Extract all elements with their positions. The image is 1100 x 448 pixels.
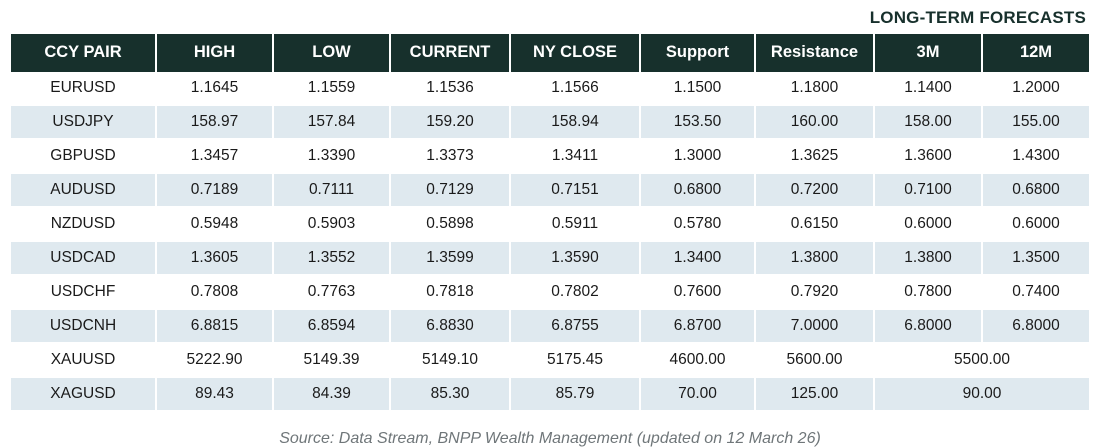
cell-resistance: 7.0000 [755,309,874,343]
cell-resistance: 1.1800 [755,72,874,105]
cell-current: 5149.10 [390,343,510,377]
table-row [11,275,1089,309]
cell-low: 84.39 [273,377,390,411]
cell-support: 4600.00 [640,343,755,377]
cell-current: 159.20 [390,105,510,139]
cell-low: 6.8594 [273,309,390,343]
cell-ccy-pair: XAGUSD [11,377,156,411]
cell-high: 1.3457 [156,139,273,173]
cell-current: 6.8830 [390,309,510,343]
cell-ny-close: 0.7151 [510,173,640,207]
cell-support: 6.8700 [640,309,755,343]
cell-high: 5222.90 [156,343,273,377]
cell-3m: 158.00 [874,105,982,139]
column-header-high: HIGH [156,34,273,72]
cell-high: 0.7189 [156,173,273,207]
cell-3m: 1.3600 [874,139,982,173]
cell-3m: 0.6000 [874,207,982,241]
column-header-3m: 3M [874,34,982,72]
cell-resistance: 1.3625 [755,139,874,173]
cell-support: 0.7600 [640,275,755,309]
cell-low: 157.84 [273,105,390,139]
cell-ccy-pair: XAUUSD [11,343,156,377]
cell-high: 89.43 [156,377,273,411]
cell-ny-close: 5175.45 [510,343,640,377]
cell-low: 1.3552 [273,241,390,275]
cell-ccy-pair: EURUSD [11,72,156,105]
fx-rates-table [11,34,1089,412]
cell-12m: 1.2000 [982,72,1089,105]
cell-ccy-pair: USDCNH [11,309,156,343]
table-row [11,105,1089,139]
cell-current: 1.3599 [390,241,510,275]
table-row [11,377,1089,411]
cell-current: 1.1536 [390,72,510,105]
cell-ccy-pair: USDCHF [11,275,156,309]
cell-low: 0.7111 [273,173,390,207]
cell-ccy-pair: USDJPY [11,105,156,139]
cell-resistance: 0.6150 [755,207,874,241]
source-note: Source: Data Stream, BNPP Wealth Management (updated on 12 March 26) [279,430,821,447]
cell-12m: 0.6000 [982,207,1089,241]
cell-low: 0.5903 [273,207,390,241]
cell-ccy-pair: GBPUSD [11,139,156,173]
cell-low: 5149.39 [273,343,390,377]
cell-support: 153.50 [640,105,755,139]
cell-ny-close: 1.1566 [510,72,640,105]
column-header-support: Support [640,34,755,72]
table-header-row [11,34,1089,72]
cell-support: 0.5780 [640,207,755,241]
cell-3m: 1.1400 [874,72,982,105]
cell-ccy-pair: NZDUSD [11,207,156,241]
table-body [11,72,1089,411]
cell-support: 1.3400 [640,241,755,275]
cell-support: 1.1500 [640,72,755,105]
cell-resistance: 160.00 [755,105,874,139]
cell-current: 85.30 [390,377,510,411]
cell-low: 1.1559 [273,72,390,105]
cell-12m: 1.4300 [982,139,1089,173]
cell-current: 1.3373 [390,139,510,173]
cell-12m: 155.00 [982,105,1089,139]
table-header [11,34,1089,72]
cell-resistance: 0.7920 [755,275,874,309]
cell-12m: 6.8000 [982,309,1089,343]
cell-support: 70.00 [640,377,755,411]
long-term-forecasts-label: LONG-TERM FORECASTS [869,8,1086,27]
cell-high: 0.7808 [156,275,273,309]
table-row [11,241,1089,275]
column-header-current: CURRENT [390,34,510,72]
column-header-ny-close: NY CLOSE [510,34,640,72]
cell-ccy-pair: AUDUSD [11,173,156,207]
cell-3m: 1.3800 [874,241,982,275]
cell-high: 6.8815 [156,309,273,343]
cell-ny-close: 0.5911 [510,207,640,241]
cell-ny-close: 6.8755 [510,309,640,343]
cell-ny-close: 1.3590 [510,241,640,275]
table-row [11,139,1089,173]
cell-resistance: 0.7200 [755,173,874,207]
cell-high: 1.1645 [156,72,273,105]
cell-forecast-merged: 5500.00 [874,343,1089,377]
cell-3m: 0.7100 [874,173,982,207]
column-header-low: LOW [273,34,390,72]
cell-ny-close: 0.7802 [510,275,640,309]
table-row [11,343,1089,377]
cell-high: 0.5948 [156,207,273,241]
table-row [11,309,1089,343]
cell-12m: 0.6800 [982,173,1089,207]
cell-low: 1.3390 [273,139,390,173]
cell-3m: 0.7800 [874,275,982,309]
cell-support: 0.6800 [640,173,755,207]
cell-ny-close: 1.3411 [510,139,640,173]
cell-high: 1.3605 [156,241,273,275]
column-header-resistance: Resistance [755,34,874,72]
column-header-12m: 12M [982,34,1089,72]
cell-forecast-merged: 90.00 [874,377,1089,411]
table-row [11,207,1089,241]
cell-low: 0.7763 [273,275,390,309]
cell-high: 158.97 [156,105,273,139]
cell-current: 0.7818 [390,275,510,309]
cell-ccy-pair: USDCAD [11,241,156,275]
cell-12m: 0.7400 [982,275,1089,309]
cell-resistance: 125.00 [755,377,874,411]
cell-current: 0.5898 [390,207,510,241]
table-row [11,72,1089,105]
cell-support: 1.3000 [640,139,755,173]
cell-current: 0.7129 [390,173,510,207]
cell-3m: 6.8000 [874,309,982,343]
cell-resistance: 1.3800 [755,241,874,275]
column-header-ccy-pair: CCY PAIR [11,34,156,72]
cell-ny-close: 85.79 [510,377,640,411]
cell-resistance: 5600.00 [755,343,874,377]
table-row [11,173,1089,207]
cell-12m: 1.3500 [982,241,1089,275]
cell-ny-close: 158.94 [510,105,640,139]
